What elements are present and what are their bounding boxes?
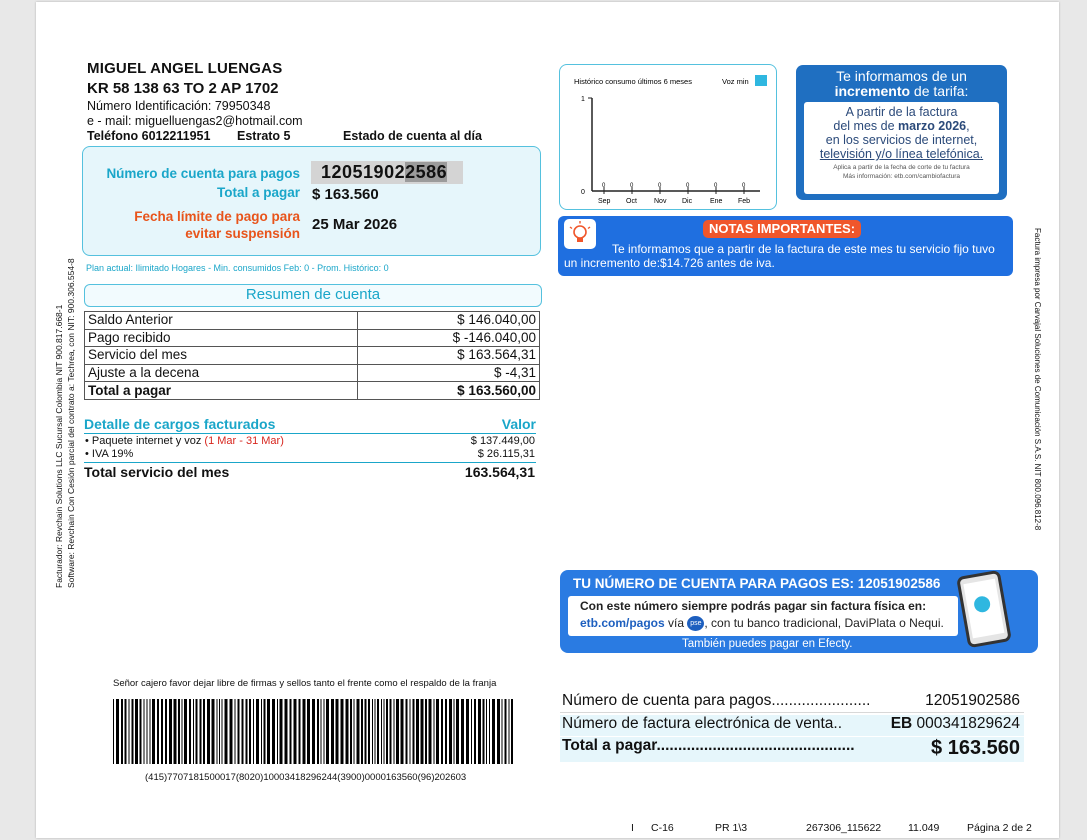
chart-svg — [560, 65, 778, 211]
cashier-note: Señor cajero favor dejar libre de firmas y sellos tanto el frente como el respaldo de la franja — [113, 678, 497, 689]
tariff-b2 — [804, 119, 999, 133]
summary-label: Pago recibido — [85, 329, 358, 347]
bottom-invoice-row — [560, 715, 1024, 736]
payment-box — [82, 146, 541, 256]
barcode-bar — [207, 699, 210, 764]
barcode-bar — [246, 699, 248, 764]
barcode-bar — [486, 699, 487, 764]
barcode-bar — [401, 699, 404, 764]
notes-text-1: Te informamos que a partir de la factura de este mes tu servicio fijo tuvo — [612, 242, 995, 256]
barcode-bar — [135, 699, 138, 764]
detail-item-value: $ 137.449,00 — [470, 435, 535, 447]
barcode-bar — [331, 699, 334, 764]
barcode-bar — [312, 699, 315, 764]
barcode-bar — [445, 699, 447, 764]
barcode-bar — [386, 699, 388, 764]
tariff-line2-bold: incremento — [834, 83, 911, 99]
tariff-line2 — [796, 83, 1007, 99]
important-notes — [558, 216, 1013, 276]
customer-stratum: Estrato 5 — [237, 129, 291, 143]
tariff-notice — [796, 65, 1007, 200]
barcode-bar — [368, 699, 370, 764]
barcode-bar — [466, 699, 469, 764]
barcode-bar — [436, 699, 439, 764]
chart-x-tick-label: Feb — [738, 198, 751, 205]
chart-data-label: 0 — [602, 183, 606, 189]
barcode-bar — [381, 699, 382, 764]
barcode-bar — [144, 699, 145, 764]
barcode — [113, 699, 517, 764]
barcode-bar — [497, 699, 500, 764]
barcode-bar — [150, 699, 151, 764]
tariff-b2-pre: del mes de — [833, 119, 899, 133]
barcode-bar — [416, 699, 419, 764]
barcode-bar — [242, 699, 244, 764]
footer-num: 11.049 — [908, 822, 940, 834]
customer-email: e - mail: miguelluengas2@hotmail.com — [87, 114, 303, 128]
barcode-bar — [157, 699, 159, 764]
lightbulb-icon — [564, 219, 596, 249]
summary-title: Resumen de cuenta — [84, 284, 542, 307]
chart-data-label: 0 — [686, 183, 690, 189]
due-date: 25 Mar 2026 — [312, 216, 398, 233]
barcode-bar — [377, 699, 379, 764]
barcode-bar — [129, 699, 130, 764]
barcode-bar — [406, 699, 408, 764]
bottom-invoice-label: Número de factura electrónica de venta.. — [562, 715, 843, 732]
barcode-bar — [489, 699, 490, 764]
summary-table — [84, 311, 540, 400]
barcode-bar — [196, 699, 198, 764]
barcode-bar — [235, 699, 236, 764]
footer-page: Página 2 de 2 — [967, 822, 1032, 834]
chart-x-tick-label: Dic — [682, 198, 693, 205]
barcode-bar — [200, 699, 202, 764]
bottom-invoice-value — [891, 715, 1020, 733]
barcode-bar — [336, 699, 339, 764]
summary-value: $ 163.560,00 — [358, 382, 540, 400]
barcode-text: (415)7707181500017(8020)10003418296244(3900)0000163560(96)202603 — [145, 772, 467, 783]
barcode-bar — [285, 699, 288, 764]
detail-item-label: • Paquete internet y voz — [85, 435, 205, 447]
chart-data-label: 0 — [658, 183, 662, 189]
customer-address: KR 58 138 63 TO 2 AP 1702 — [87, 80, 279, 97]
bottom-account-row — [560, 692, 1024, 713]
tariff-line1: Te informamos de un — [836, 68, 967, 84]
summary-label: Ajuste a la decena — [85, 364, 358, 382]
account-label: Número de cuenta para pagos — [106, 166, 300, 181]
invoice-number: 000341829624 — [912, 715, 1020, 732]
tariff-inner — [804, 102, 999, 194]
barcode-bar — [230, 699, 233, 764]
chart-y-tick-label: 1 — [581, 96, 585, 103]
banner-line2-rest: , con tu banco tradicional, DaviPlata o Nequi. — [704, 616, 944, 630]
barcode-bar — [113, 699, 114, 764]
summary-value: $ 146.040,00 — [358, 312, 540, 330]
summary-value: $ 163.564,31 — [358, 347, 540, 365]
tariff-b1: A partir de la factura — [845, 105, 958, 119]
barcode-bar — [116, 699, 119, 764]
account-status: Estado de cuenta al día — [343, 129, 482, 143]
barcode-bar — [509, 699, 510, 764]
tariff-small1: Aplica a partir de la fecha de corte de tu factura — [833, 164, 970, 171]
barcode-bar — [290, 699, 292, 764]
chart-x-tick-label: Nov — [654, 198, 667, 205]
phone-icon — [956, 570, 1012, 649]
side-text-printer: Factura impresa por Carvajal Soluciones de Comunicación S.A.S. NIT 800.096.812-8 — [1033, 228, 1042, 531]
payment-banner — [560, 570, 1038, 653]
barcode-bar — [238, 699, 240, 764]
footer-code: C-16 — [651, 822, 674, 834]
barcode-bar — [394, 699, 395, 764]
barcode-bar — [326, 699, 329, 764]
barcode-bar — [277, 699, 278, 764]
banner-body — [568, 596, 958, 636]
barcode-bar — [505, 699, 507, 764]
barcode-bar — [372, 699, 373, 764]
table-row — [85, 364, 540, 382]
barcode-bar — [421, 699, 424, 764]
tariff-small3: 6013777777 / 018000112170 / Whatsapp 3057800000 — [828, 183, 975, 189]
tariff-small2: Más información: etb.com/cambiofactura — [842, 173, 961, 180]
bottom-total-label: Total a pagar.............................................. — [562, 737, 855, 754]
chart-legend-swatch — [755, 75, 767, 86]
bottom-total-value: $ 163.560 — [931, 737, 1020, 759]
chart-data-label: 0 — [742, 183, 746, 189]
due-label-2: evitar suspensión — [185, 226, 300, 241]
barcode-bar — [511, 699, 513, 764]
banner-title: TU NÚMERO DE CUENTA PARA PAGOS ES: 12051902586 — [573, 576, 941, 591]
table-row — [85, 312, 540, 330]
chart-x-tick-label: Ene — [710, 198, 723, 205]
barcode-bar — [280, 699, 283, 764]
barcode-bar — [203, 699, 205, 764]
barcode-bar — [483, 699, 485, 764]
customer-id: Número Identificación: 79950348 — [87, 99, 271, 113]
summary-label: Total a pagar — [85, 382, 358, 400]
chart-x-tick-label: Sep — [598, 198, 611, 205]
barcode-bar — [147, 699, 148, 764]
barcode-bar — [461, 699, 464, 764]
barcode-bar — [249, 699, 251, 764]
barcode-bar — [272, 699, 275, 764]
barcode-bar — [350, 699, 352, 764]
barcode-bar — [384, 699, 385, 764]
barcode-bar — [456, 699, 459, 764]
barcode-bar — [225, 699, 228, 764]
detail-title: Detalle de cargos facturados — [84, 416, 276, 432]
barcode-bar — [478, 699, 481, 764]
detail-item — [85, 448, 535, 460]
barcode-bar — [165, 699, 167, 764]
detail-header — [84, 416, 536, 434]
barcode-bar — [212, 699, 215, 764]
consumption-chart — [559, 64, 777, 210]
barcode-bar — [321, 699, 322, 764]
total-value: $ 163.560 — [312, 186, 379, 203]
barcode-bar — [425, 699, 427, 764]
chart-y-tick-label: 0 — [581, 189, 585, 196]
detail-item-value: $ 26.115,31 — [477, 448, 535, 460]
bottom-account-value: 12051902586 — [925, 692, 1020, 709]
banner-footer: También puedes pagar en Efecty. — [682, 638, 853, 650]
detail-value-header: Valor — [501, 416, 536, 432]
tariff-b4: televisión y/o línea telefónica. — [819, 147, 984, 161]
barcode-bar — [189, 699, 191, 764]
barcode-bar — [454, 699, 455, 764]
banner-via: vía — [664, 616, 688, 630]
notes-text-2: un incremento de:$14.726 antes de iva. — [564, 256, 775, 270]
barcode-bar — [361, 699, 363, 764]
barcode-bar — [346, 699, 349, 764]
footer-pr: PR 1\3 — [715, 822, 748, 834]
barcode-bar — [140, 699, 142, 764]
barcode-bar — [178, 699, 180, 764]
detail-item — [85, 435, 535, 447]
barcode-bar — [294, 699, 297, 764]
plan-line: Plan actual: Ilimitado Hogares - Min. consumidos Feb: 0 - Prom. Histórico: 0 — [86, 263, 389, 273]
summary-label: Saldo Anterior — [85, 312, 358, 330]
tariff-line2-rest: de tarifa: — [910, 83, 969, 99]
chart-x-tick-label: Oct — [626, 198, 637, 205]
customer-phone: Teléfono 6012211951 — [87, 129, 211, 143]
barcode-bar — [161, 699, 163, 764]
barcode-bar — [152, 699, 155, 764]
detail-item-label: • IVA 19% — [85, 448, 134, 460]
barcode-bar — [441, 699, 443, 764]
detail-item-period: (1 Mar - 31 Mar) — [204, 435, 284, 447]
chart-data-label: 0 — [714, 183, 718, 189]
side-text-biller: Facturador: Revchain Solutions LLC Sucursal Colombia NIT 900.817.668-1 — [54, 304, 64, 588]
barcode-bar — [471, 699, 472, 764]
footer-sep: I — [631, 822, 634, 834]
barcode-bar — [264, 699, 266, 764]
due-label-1: Fecha límite de pago para — [134, 209, 300, 224]
table-row — [85, 329, 540, 347]
barcode-bar — [365, 699, 367, 764]
tariff-b3: en los servicios de internet, — [825, 133, 978, 147]
chart-legend-label: Voz min — [722, 77, 749, 86]
account-number — [311, 161, 463, 184]
summary-value: $ -146.040,00 — [358, 329, 540, 347]
banner-link[interactable]: etb.com/pagos — [580, 616, 665, 630]
side-text-software: Software: Revchain Con Cesión parcial del contrato a: Techrea, con NIT: 900.306.554-8 — [66, 258, 76, 588]
barcode-bar — [410, 699, 411, 764]
barcode-bar — [324, 699, 325, 764]
barcode-bar — [502, 699, 503, 764]
account-number-part-b: 2586 — [405, 162, 448, 182]
barcode-bar — [125, 699, 127, 764]
barcode-bar — [169, 699, 172, 764]
detail-total-label: Total servicio del mes — [84, 464, 230, 480]
barcode-bar — [429, 699, 432, 764]
barcode-bar — [307, 699, 310, 764]
barcode-bar — [121, 699, 123, 764]
barcode-bar — [354, 699, 355, 764]
banner-line2 — [580, 616, 944, 631]
barcode-bar — [267, 699, 270, 764]
banner-line1: Con este número siempre podrás pagar sin factura física en: — [580, 599, 927, 613]
bottom-total-row — [560, 737, 1024, 762]
account-number-part-a: 12051902 — [321, 162, 406, 182]
tariff-b2-bold: marzo 2026 — [898, 119, 967, 133]
barcode-bar — [261, 699, 262, 764]
summary-value: $ -4,31 — [358, 364, 540, 382]
detail-total — [84, 462, 536, 480]
total-label: Total a pagar — [216, 185, 300, 200]
barcode-bar — [222, 699, 223, 764]
notes-title: NOTAS IMPORTANTES: — [703, 220, 861, 238]
barcode-bar — [492, 699, 495, 764]
barcode-bar — [317, 699, 319, 764]
barcode-bar — [219, 699, 220, 764]
barcode-bar — [184, 699, 187, 764]
barcode-bar — [341, 699, 344, 764]
barcode-bar — [256, 699, 259, 764]
invoice-prefix: EB — [890, 715, 913, 732]
tariff-b2-post: , — [966, 119, 970, 133]
barcode-bar — [193, 699, 194, 764]
barcode-bar — [182, 699, 183, 764]
barcode-bar — [396, 699, 399, 764]
barcode-bar — [375, 699, 376, 764]
barcode-bar — [474, 699, 476, 764]
barcode-bar — [253, 699, 254, 764]
barcode-bar — [413, 699, 415, 764]
chart-data-label: 0 — [630, 183, 634, 189]
barcode-bar — [390, 699, 392, 764]
footer-ref: 267306_115622 — [806, 822, 882, 834]
pse-icon: pse — [687, 616, 704, 631]
table-row — [85, 382, 540, 400]
customer-name: MIGUEL ANGEL LUENGAS — [87, 60, 283, 77]
barcode-bar — [174, 699, 177, 764]
barcode-bar — [303, 699, 306, 764]
barcode-bar — [299, 699, 301, 764]
detail-total-value: 163.564,31 — [464, 464, 535, 480]
chart-title: Histórico consumo últimos 6 meses — [574, 77, 692, 86]
barcode-bar — [217, 699, 218, 764]
summary-label: Servicio del mes — [85, 347, 358, 365]
barcode-bar — [132, 699, 134, 764]
barcode-bar — [357, 699, 360, 764]
barcode-bar — [434, 699, 435, 764]
bottom-account-label: Número de cuenta para pagos....................... — [562, 692, 871, 709]
barcode-bar — [449, 699, 452, 764]
table-row — [85, 347, 540, 365]
